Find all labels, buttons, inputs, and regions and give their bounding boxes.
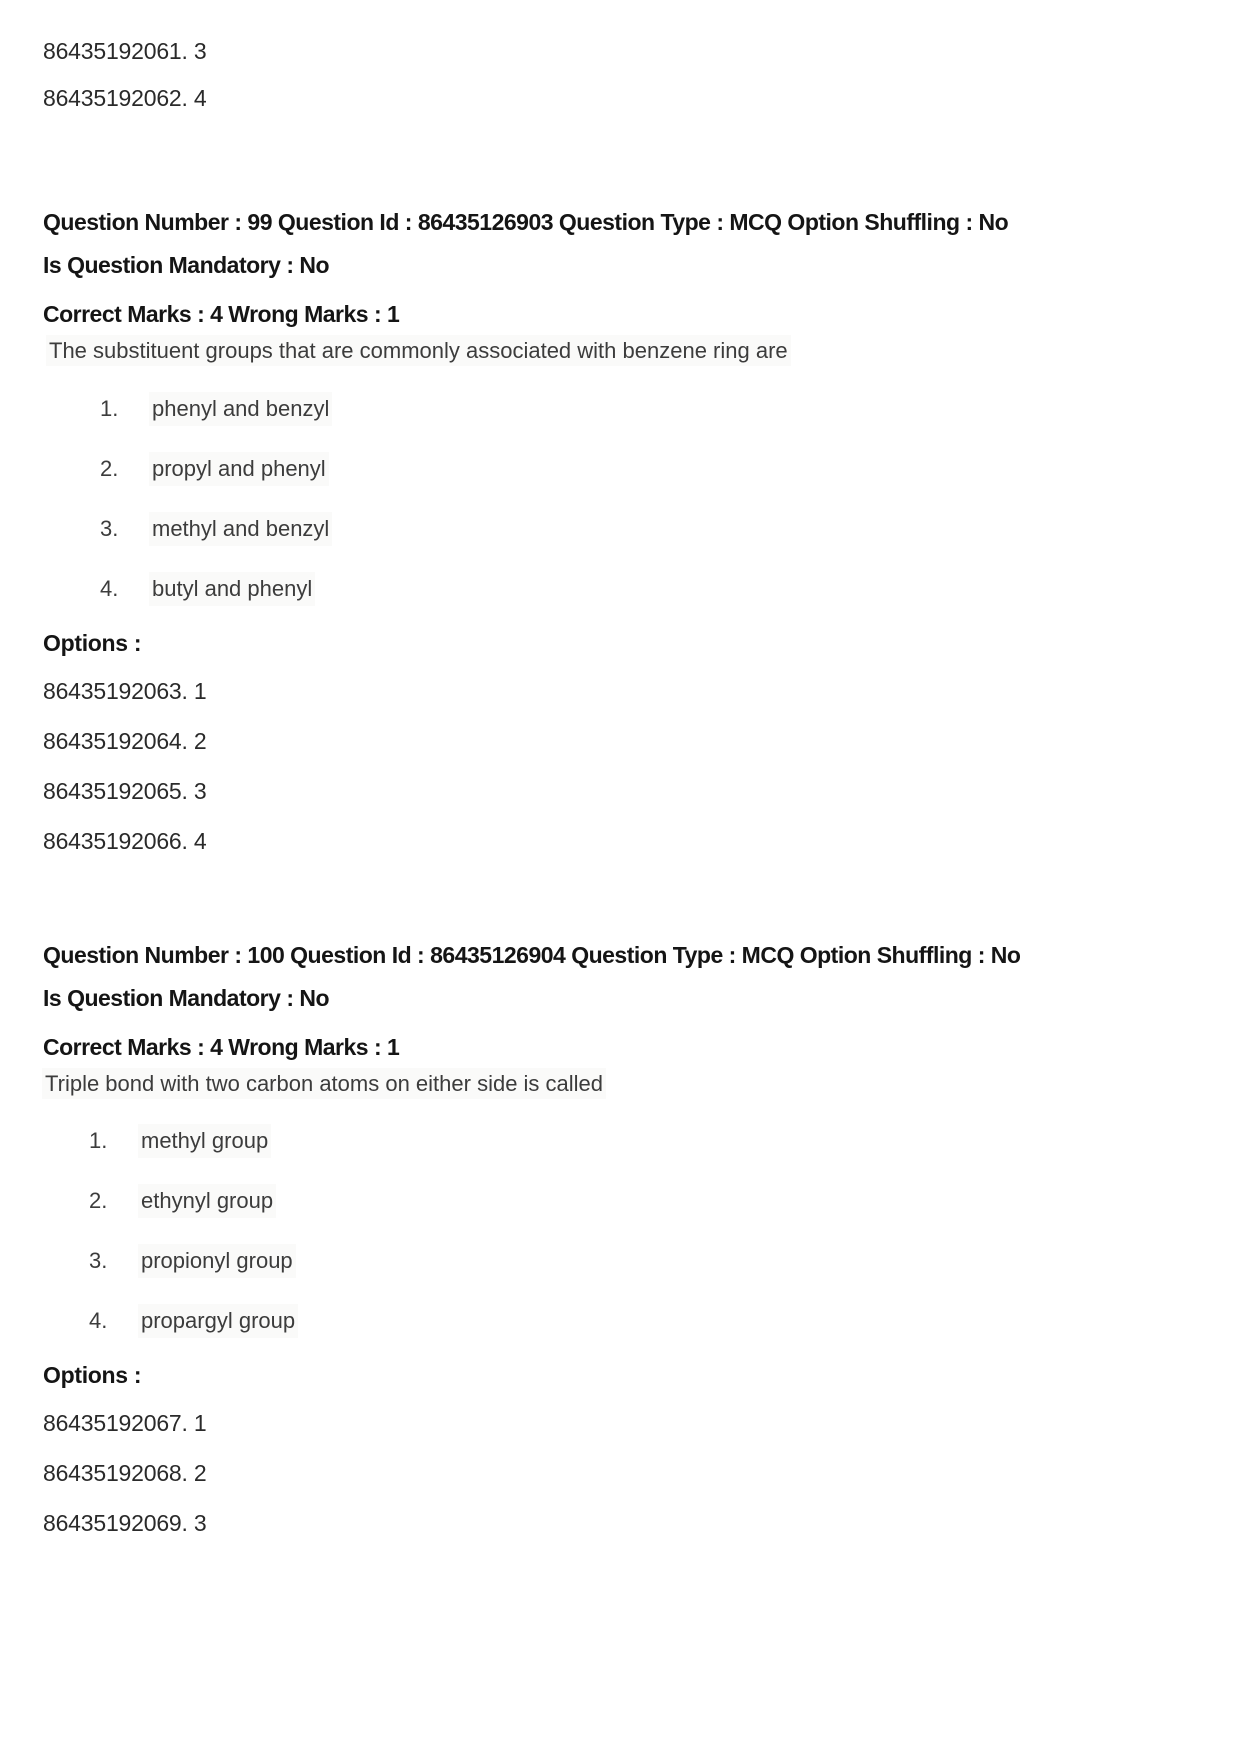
- choice-number: 3.: [89, 1248, 108, 1273]
- choice-item-4: [43, 1307, 1197, 1335]
- choice-number: 1.: [89, 1128, 108, 1153]
- options-label: Options :: [43, 630, 142, 656]
- question-text: [43, 337, 1197, 365]
- marks-line: Correct Marks : 4 Wrong Marks : 1: [43, 301, 400, 327]
- option-id-line: 86435192063. 1: [43, 678, 207, 704]
- choice-item-2: [43, 455, 1197, 483]
- question-block-99: [43, 201, 1197, 854]
- choice-item-3: [43, 515, 1197, 543]
- choice-item-2: [43, 1187, 1197, 1215]
- option-id-line: 86435192062. 4: [43, 85, 207, 111]
- question-meta-line1: Question Number : 100 Question Id : 86435126904 Question Type : MCQ Option Shuffling : No: [43, 942, 1021, 968]
- choice-item-4: [43, 575, 1197, 603]
- option-id-line: 86435192064. 2: [43, 728, 207, 754]
- choice-number: 4.: [100, 576, 119, 601]
- choice-text: butyl and phenyl: [152, 576, 313, 601]
- option-id-line: 86435192066. 4: [43, 828, 207, 854]
- marks-line: Correct Marks : 4 Wrong Marks : 1: [43, 1034, 400, 1060]
- option-id-line: 86435192067. 1: [43, 1410, 207, 1436]
- answer-option-ids: [43, 678, 1197, 854]
- question-text: [43, 1070, 1197, 1098]
- question-meta-header: [43, 201, 1197, 287]
- option-id-line: 86435192069. 3: [43, 1510, 207, 1536]
- question-text-content: The substituent groups that are commonly associated with benzene ring are: [49, 338, 788, 363]
- option-id-line: 86435192061. 3: [43, 38, 207, 64]
- options-label: Options :: [43, 1362, 142, 1388]
- answer-option-ids: [43, 1410, 1197, 1536]
- option-id-line: 86435192065. 3: [43, 778, 207, 804]
- previous-question-answer-ids: [43, 38, 1197, 111]
- choice-item-1: [43, 395, 1197, 423]
- choice-text: methyl group: [141, 1128, 269, 1153]
- question-meta-line1: Question Number : 99 Question Id : 86435126903 Question Type : MCQ Option Shuffling : No: [43, 209, 1009, 235]
- question-meta-line2: Is Question Mandatory : No: [43, 985, 330, 1011]
- choice-item-3: [43, 1247, 1197, 1275]
- option-id-line: 86435192068. 2: [43, 1460, 207, 1486]
- question-meta-line2: Is Question Mandatory : No: [43, 252, 330, 278]
- choice-text: phenyl and benzyl: [152, 396, 330, 421]
- choice-text: propionyl group: [141, 1248, 293, 1273]
- choice-item-1: [43, 1127, 1197, 1155]
- choice-text: methyl and benzyl: [152, 516, 330, 541]
- choice-text: propargyl group: [141, 1308, 296, 1333]
- choice-text: ethynyl group: [141, 1188, 274, 1213]
- question-text-content: Triple bond with two carbon atoms on either side is called: [45, 1071, 604, 1096]
- choice-text: propyl and phenyl: [152, 456, 326, 481]
- question-meta-header: [43, 934, 1197, 1020]
- choice-number: 2.: [89, 1188, 108, 1213]
- choice-number: 1.: [100, 396, 119, 421]
- question-block-100: [43, 934, 1197, 1536]
- choice-number: 4.: [89, 1308, 108, 1333]
- choice-number: 3.: [100, 516, 119, 541]
- choice-number: 2.: [100, 456, 119, 481]
